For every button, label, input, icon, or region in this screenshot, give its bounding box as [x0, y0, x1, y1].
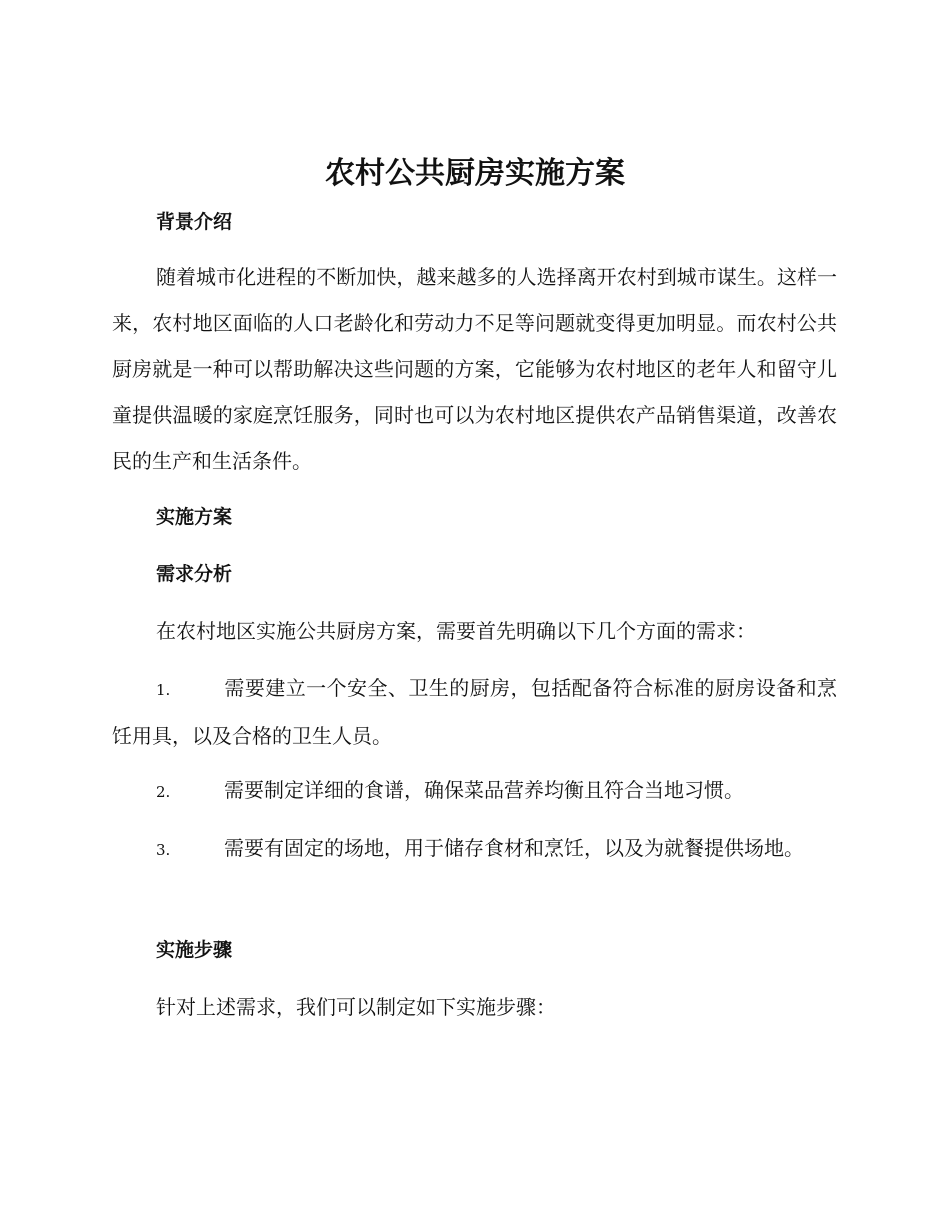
- list-item-text: 需要制定详细的食谱，确保菜品营养均衡且符合当地习惯。: [224, 778, 744, 802]
- needs-intro-paragraph: 在农村地区实施公共厨房方案，需要首先明确以下几个方面的需求：: [156, 619, 756, 643]
- background-paragraph: 随着城市化进程的不断加快，越来越多的人选择离开农村到城市谋生。这样一来，农村地区面临的人口老龄化和劳动力不足等问题就变得更加明显。而农村公共厨房就是一种可以帮助解决这些问题的方案，它能够为农村地区的老年人和留守儿童提供温暖的家庭烹饪服务，同时也可以为农村地区提供农产品销售渠道，改善农民的生产和生活条件。: [112, 265, 837, 473]
- steps-intro-paragraph: 针对上述需求，我们可以制定如下实施步骤：: [156, 995, 556, 1019]
- list-item-text: 需要建立一个安全、卫生的厨房，包括配备符合标准的厨房设备和烹饪用具，以及合格的卫生人员。: [112, 676, 837, 748]
- section-heading-needs: 需求分析: [156, 563, 233, 585]
- section-heading-background: 背景介绍: [156, 211, 233, 233]
- list-number: 2.: [156, 783, 171, 801]
- section-heading-plan: 实施方案: [156, 506, 233, 528]
- needs-list-item: [112, 665, 837, 759]
- document-title: 农村公共厨房实施方案: [325, 156, 625, 191]
- needs-list-item: [112, 825, 837, 873]
- section-heading-steps: 实施步骤: [156, 939, 233, 961]
- list-number: 1.: [156, 681, 171, 699]
- list-number: 3.: [156, 841, 171, 859]
- needs-list-item: [112, 767, 837, 815]
- list-item-text: 需要有固定的场地，用于储存食材和烹饪，以及为就餐提供场地。: [224, 836, 804, 860]
